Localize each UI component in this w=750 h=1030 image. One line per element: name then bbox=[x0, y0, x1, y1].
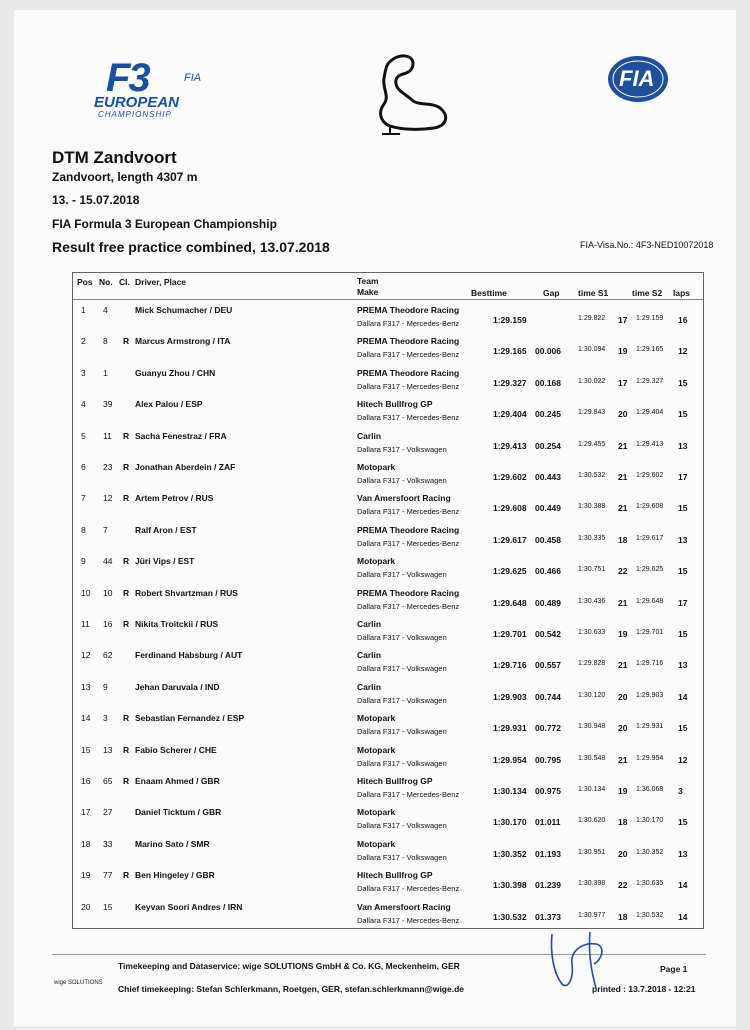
header-pos: Pos bbox=[77, 277, 93, 287]
header-besttime: Besttime bbox=[471, 288, 507, 298]
printed-timestamp: printed : 13.7.2018 - 12:21 bbox=[592, 984, 696, 994]
time-s2-cell: 1:29.716 bbox=[636, 660, 664, 668]
time-s1-cell: 1:30.548 bbox=[578, 754, 606, 762]
driver-cell: Guanyu Zhou / CHN bbox=[135, 367, 216, 378]
no-cell: 65 bbox=[103, 776, 113, 786]
pos-cell: 18 bbox=[81, 838, 91, 849]
besttime-cell: 1:29.648 bbox=[493, 597, 527, 608]
class-cell: R bbox=[123, 870, 130, 881]
make-cell: Dallara F317 - Volkswagen bbox=[357, 727, 447, 737]
laps-s2-cell: 15 bbox=[678, 566, 688, 577]
laps-s1-cell: 20 bbox=[618, 723, 628, 734]
team-cell: Motopark bbox=[357, 838, 396, 849]
table-row bbox=[73, 648, 703, 679]
event-title: DTM Zandvoort bbox=[52, 148, 177, 167]
table-row bbox=[73, 805, 703, 836]
header-time-s1: time S1 bbox=[578, 288, 609, 298]
besttime-cell: 1:30.398 bbox=[493, 880, 527, 891]
driver-cell: Marino Sato / SMR bbox=[135, 838, 210, 849]
pos-cell: 12 bbox=[81, 650, 91, 661]
result-title: Result free practice combined, 13.07.2018 bbox=[52, 239, 330, 255]
team-cell: Van Amersfoort Racing bbox=[357, 901, 451, 912]
besttime-cell: 1:29.701 bbox=[493, 629, 527, 639]
make-cell: Dallara F317 - Volkswagen bbox=[357, 476, 447, 485]
team-cell: Motopark bbox=[357, 556, 396, 567]
pos-cell: 20 bbox=[81, 901, 91, 912]
time-s1-cell: 1:30.532 bbox=[578, 472, 606, 479]
no-cell: 3 bbox=[103, 713, 108, 724]
header-driver: Driver, Place bbox=[135, 277, 187, 287]
team-cell: PREMA Theodore Racing bbox=[357, 336, 460, 347]
laps-s2-cell: 15 bbox=[678, 817, 688, 828]
table-row bbox=[73, 429, 703, 460]
gap-cell: 00.489 bbox=[535, 597, 561, 608]
driver-cell: Mick Schumacher / DEU bbox=[135, 305, 233, 315]
make-cell: Dallara F317 - Mercedes-Benz bbox=[357, 413, 460, 423]
gap-cell: 00.458 bbox=[535, 534, 561, 545]
table-row bbox=[73, 460, 703, 491]
make-cell: Dallara F317 - Volkswagen bbox=[357, 695, 447, 705]
make-cell: Dallara F317 - Mercedes-Benz bbox=[357, 538, 460, 548]
time-s1-cell: 1:30.388 bbox=[578, 503, 606, 511]
wige-logo: wige SOLUTIONS bbox=[54, 980, 103, 986]
laps-s1-cell: 18 bbox=[618, 817, 628, 828]
table-row bbox=[73, 554, 703, 585]
no-cell: 44 bbox=[103, 556, 113, 567]
time-s1-cell: 1:30.022 bbox=[578, 377, 606, 385]
header-gap: Gap bbox=[543, 288, 560, 298]
gap-cell: 00.557 bbox=[535, 660, 561, 671]
laps-s1-cell: 21 bbox=[618, 597, 628, 608]
laps-s2-cell: 14 bbox=[678, 691, 688, 702]
besttime-cell: 1:29.602 bbox=[493, 472, 527, 482]
time-s2-cell: 1:29.602 bbox=[636, 472, 664, 479]
time-s1-cell: 1:29.455 bbox=[578, 440, 606, 448]
time-s2-cell: 1:30.352 bbox=[636, 848, 664, 856]
results-sheet bbox=[14, 10, 736, 1026]
time-s1-cell: 1:30.398 bbox=[578, 880, 606, 888]
time-s2-cell: 1:29.159 bbox=[636, 315, 664, 322]
besttime-cell: 1:29.617 bbox=[493, 534, 527, 545]
team-cell: Carlin bbox=[357, 430, 382, 441]
laps-s2-cell: 17 bbox=[678, 597, 688, 608]
circuit-info: Zandvoort, length 4307 m bbox=[52, 170, 198, 184]
laps-s2-cell: 14 bbox=[678, 880, 688, 891]
make-cell: Dallara F317 - Volkswagen bbox=[357, 664, 447, 674]
class-cell: R bbox=[123, 336, 130, 347]
circuit-map-icon bbox=[372, 50, 462, 142]
gap-cell: 00.795 bbox=[535, 754, 561, 765]
gap-cell: 00.542 bbox=[535, 629, 561, 639]
class-cell: R bbox=[123, 556, 130, 567]
gap-cell: 00.254 bbox=[535, 440, 561, 451]
time-s2-cell: 1:29.954 bbox=[636, 754, 664, 762]
time-s1-cell: 1:30.620 bbox=[578, 817, 606, 825]
time-s1-cell: 1:30.751 bbox=[578, 566, 606, 574]
signature-icon bbox=[544, 924, 614, 992]
team-cell: Motopark bbox=[357, 807, 396, 818]
driver-cell: Enaam Ahmed / GBR bbox=[135, 776, 220, 786]
driver-cell: Fabio Scherer / CHE bbox=[135, 744, 217, 755]
team-cell: Hitech Bullfrog GP bbox=[357, 870, 433, 881]
driver-cell: Marcus Armstrong / ITA bbox=[135, 336, 231, 347]
make-cell: Dallara F317 - Volkswagen bbox=[357, 758, 447, 768]
page-number: Page 1 bbox=[660, 964, 688, 974]
laps-s2-cell: 13 bbox=[678, 534, 688, 545]
driver-cell: Ralf Aron / EST bbox=[135, 524, 197, 535]
no-cell: 8 bbox=[103, 336, 108, 347]
pos-cell: 8 bbox=[81, 524, 86, 535]
time-s1-cell: 1:30.436 bbox=[578, 597, 606, 605]
make-cell: Dallara F317 - Mercedes-Benz bbox=[357, 381, 460, 391]
team-cell: PREMA Theodore Racing bbox=[357, 524, 460, 535]
class-cell: R bbox=[123, 462, 130, 472]
besttime-cell: 1:29.954 bbox=[493, 754, 527, 765]
gap-cell: 00.449 bbox=[535, 503, 561, 514]
gap-cell: 00.466 bbox=[535, 566, 561, 577]
no-cell: 23 bbox=[103, 462, 113, 472]
gap-cell: 01.193 bbox=[535, 848, 561, 859]
gap-cell: 00.975 bbox=[535, 786, 561, 796]
time-s1-cell: 1:30.948 bbox=[578, 723, 606, 731]
driver-cell: Alex Palou / ESP bbox=[135, 399, 203, 410]
driver-cell: Sebastian Fernandez / ESP bbox=[135, 713, 245, 724]
laps-s2-cell: 15 bbox=[678, 629, 688, 639]
time-s2-cell: 1:29.648 bbox=[636, 597, 664, 605]
no-cell: 11 bbox=[103, 430, 112, 441]
gap-cell: 01.011 bbox=[535, 817, 561, 828]
make-cell: Dallara F317 - Volkswagen bbox=[357, 570, 447, 580]
team-cell: Hitech Bullfrog GP bbox=[357, 399, 433, 410]
team-cell: Carlin bbox=[357, 681, 382, 692]
laps-s2-cell: 15 bbox=[678, 409, 688, 420]
laps-s1-cell: 21 bbox=[618, 660, 628, 671]
team-cell: Motopark bbox=[357, 462, 396, 472]
no-cell: 7 bbox=[103, 524, 108, 535]
driver-cell: Robert Shvartzman / RUS bbox=[135, 587, 238, 598]
event-dates: 13. - 15.07.2018 bbox=[52, 193, 140, 207]
fia-logo: FIA bbox=[606, 54, 670, 104]
time-s2-cell: 1:36.068 bbox=[636, 786, 664, 793]
laps-s2-cell: 16 bbox=[678, 315, 688, 325]
besttime-cell: 1:29.608 bbox=[493, 503, 527, 514]
gap-cell: 00.443 bbox=[535, 472, 561, 482]
driver-cell: Jonathan Aberdein / ZAF bbox=[135, 462, 236, 472]
no-cell: 62 bbox=[103, 650, 113, 661]
besttime-cell: 1:30.170 bbox=[493, 817, 527, 828]
driver-cell: Ferdinand Habsburg / AUT bbox=[135, 650, 243, 661]
laps-s1-cell: 20 bbox=[618, 691, 628, 702]
driver-cell: Nikita Troitckii / RUS bbox=[135, 619, 219, 629]
header-no: No. bbox=[99, 277, 113, 287]
besttime-cell: 1:29.903 bbox=[493, 691, 527, 702]
time-s1-cell: 1:30.335 bbox=[578, 534, 606, 542]
laps-s1-cell: 19 bbox=[618, 786, 628, 796]
make-cell: Dallara F317 - Mercedes-Benz bbox=[357, 350, 460, 360]
f3-european-championship-logo: F3 FIA EUROPEAN CHAMPIONSHIP bbox=[94, 56, 202, 119]
no-cell: 9 bbox=[103, 681, 108, 692]
class-cell: R bbox=[123, 430, 130, 441]
time-s1-cell: 1:29.822 bbox=[578, 315, 606, 322]
table-row bbox=[73, 334, 703, 365]
time-s2-cell: 1:29.608 bbox=[636, 503, 664, 511]
gap-cell: 00.006 bbox=[535, 346, 561, 357]
pos-cell: 15 bbox=[81, 744, 91, 755]
laps-s2-cell: 3 bbox=[678, 786, 683, 796]
pos-cell: 1 bbox=[81, 305, 86, 315]
table-row bbox=[73, 837, 703, 868]
make-cell: Dallara F317 - Mercedes-Benz bbox=[357, 884, 460, 894]
class-cell: R bbox=[123, 713, 130, 724]
driver-cell: Jüri Vips / EST bbox=[135, 556, 195, 567]
time-s2-cell: 1:29.617 bbox=[636, 534, 664, 542]
make-cell: Dallara F317 - Mercedes-Benz bbox=[357, 507, 460, 517]
no-cell: 13 bbox=[103, 744, 113, 755]
time-s2-cell: 1:30.170 bbox=[636, 817, 664, 825]
header-time-s2: time S2 bbox=[632, 288, 663, 298]
table-row bbox=[73, 491, 703, 522]
driver-cell: Sacha Fenestraz / FRA bbox=[135, 430, 227, 441]
besttime-cell: 1:29.625 bbox=[493, 566, 527, 577]
table-row bbox=[73, 711, 703, 742]
no-cell: 15 bbox=[103, 901, 113, 912]
laps-s2-cell: 13 bbox=[678, 848, 688, 859]
pos-cell: 13 bbox=[81, 681, 91, 692]
gap-cell: 01.373 bbox=[535, 911, 561, 922]
make-cell: Dallara F317 - Volkswagen bbox=[357, 852, 447, 862]
make-cell: Dallara F317 - Volkswagen bbox=[357, 633, 447, 642]
time-s2-cell: 1:29.625 bbox=[636, 566, 664, 574]
time-s1-cell: 1:30.134 bbox=[578, 786, 606, 793]
class-cell: R bbox=[123, 587, 130, 598]
team-cell: PREMA Theodore Racing bbox=[357, 587, 460, 598]
table-row bbox=[73, 303, 703, 334]
pos-cell: 2 bbox=[81, 336, 86, 347]
table-row bbox=[73, 868, 703, 899]
laps-s2-cell: 17 bbox=[678, 472, 688, 482]
laps-s1-cell: 19 bbox=[618, 629, 628, 639]
besttime-cell: 1:29.716 bbox=[493, 660, 527, 671]
time-s2-cell: 1:29.327 bbox=[636, 377, 664, 385]
results-table bbox=[72, 272, 704, 929]
class-cell: R bbox=[123, 744, 130, 755]
besttime-cell: 1:29.159 bbox=[493, 315, 527, 325]
pos-cell: 17 bbox=[81, 807, 91, 818]
time-s2-cell: 1:29.413 bbox=[636, 440, 664, 448]
laps-s1-cell: 21 bbox=[618, 472, 628, 482]
laps-s1-cell: 22 bbox=[618, 880, 628, 891]
make-cell: Dallara F317 - Volkswagen bbox=[357, 444, 447, 454]
laps-s2-cell: 15 bbox=[678, 723, 688, 734]
make-cell: Dallara F317 - Volkswagen bbox=[357, 821, 447, 831]
chief-timekeeping: Chief timekeeping: Stefan Schlerkmann, Roetgen, GER, stefan.schlerkmann@wige.de bbox=[118, 984, 465, 994]
laps-s1-cell: 22 bbox=[618, 566, 628, 577]
team-cell: Carlin bbox=[357, 619, 382, 629]
besttime-cell: 1:30.134 bbox=[493, 786, 527, 796]
team-cell: Van Amersfoort Racing bbox=[357, 493, 451, 504]
pos-cell: 9 bbox=[81, 556, 86, 567]
make-cell: Dallara F317 - Mercedes-Benz bbox=[357, 319, 460, 328]
driver-cell: Keyvan Soori Andres / IRN bbox=[135, 901, 243, 912]
make-cell: Dallara F317 - Mercedes-Benz bbox=[357, 790, 460, 799]
time-s2-cell: 1:29.404 bbox=[636, 409, 664, 417]
laps-s1-cell: 21 bbox=[618, 754, 628, 765]
no-cell: 1 bbox=[103, 367, 108, 378]
time-s2-cell: 1:29.931 bbox=[636, 723, 664, 731]
laps-s2-cell: 12 bbox=[678, 346, 688, 357]
laps-s1-cell: 20 bbox=[618, 848, 628, 859]
driver-cell: Ben Hingeley / GBR bbox=[135, 870, 215, 881]
time-s2-cell: 1:29.165 bbox=[636, 346, 664, 354]
time-s2-cell: 1:29.701 bbox=[636, 629, 664, 636]
header-make: Make bbox=[357, 287, 379, 297]
gap-cell: 00.744 bbox=[535, 691, 561, 702]
gap-cell: 00.772 bbox=[535, 723, 561, 734]
time-s1-cell: 1:29.828 bbox=[578, 660, 606, 668]
table-row bbox=[73, 743, 703, 774]
driver-cell: Jehan Daruvala / IND bbox=[135, 681, 220, 692]
team-cell: Motopark bbox=[357, 713, 396, 724]
fia-visa: FIA-Visa.No.: 4F3-NED10072018 bbox=[580, 240, 714, 250]
laps-s1-cell: 17 bbox=[618, 315, 628, 325]
pos-cell: 7 bbox=[81, 493, 86, 504]
no-cell: 27 bbox=[103, 807, 113, 818]
pos-cell: 11 bbox=[81, 619, 90, 629]
besttime-cell: 1:30.352 bbox=[493, 848, 527, 859]
besttime-cell: 1:29.931 bbox=[493, 723, 527, 734]
table-row bbox=[73, 586, 703, 617]
driver-cell: Artem Petrov / RUS bbox=[135, 493, 214, 504]
no-cell: 16 bbox=[103, 619, 113, 629]
timekeeping-info: Timekeeping and Dataservice: wige SOLUTIONS GmbH & Co. KG, Meckenheim, GER bbox=[118, 961, 460, 971]
laps-s1-cell: 21 bbox=[618, 440, 628, 451]
laps-s2-cell: 15 bbox=[678, 377, 688, 388]
class-cell: R bbox=[123, 776, 130, 786]
table-row bbox=[73, 366, 703, 397]
no-cell: 39 bbox=[103, 399, 113, 410]
team-cell: Motopark bbox=[357, 744, 396, 755]
pos-cell: 5 bbox=[81, 430, 86, 441]
time-s1-cell: 1:30.977 bbox=[578, 911, 606, 919]
besttime-cell: 1:29.404 bbox=[493, 409, 527, 420]
team-cell: PREMA Theodore Racing bbox=[357, 305, 460, 315]
laps-s1-cell: 19 bbox=[618, 346, 628, 357]
laps-s1-cell: 18 bbox=[618, 534, 628, 545]
table-row bbox=[73, 523, 703, 554]
time-s1-cell: 1:30.094 bbox=[578, 346, 606, 354]
class-cell: R bbox=[123, 493, 130, 504]
no-cell: 10 bbox=[103, 587, 113, 598]
table-row bbox=[73, 774, 703, 805]
make-cell: Dallara F317 - Mercedes-Benz bbox=[357, 915, 460, 925]
laps-s1-cell: 18 bbox=[618, 911, 628, 922]
no-cell: 33 bbox=[103, 838, 113, 849]
gap-cell: 00.245 bbox=[535, 409, 561, 420]
pos-cell: 4 bbox=[81, 399, 86, 410]
team-cell: Hitech Bullfrog GP bbox=[357, 776, 433, 786]
time-s2-cell: 1:30.532 bbox=[636, 911, 664, 919]
laps-s1-cell: 20 bbox=[618, 409, 628, 420]
header-team: Team bbox=[357, 276, 379, 286]
class-cell: R bbox=[123, 619, 130, 629]
time-s2-cell: 1:29.903 bbox=[636, 691, 664, 699]
pos-cell: 16 bbox=[81, 776, 91, 786]
driver-cell: Daniel Ticktum / GBR bbox=[135, 807, 222, 818]
laps-s2-cell: 12 bbox=[678, 754, 688, 765]
table-row bbox=[73, 397, 703, 428]
championship-name: FIA Formula 3 European Championship bbox=[52, 217, 277, 231]
laps-s2-cell: 13 bbox=[678, 660, 688, 671]
besttime-cell: 1:30.532 bbox=[493, 911, 527, 922]
pos-cell: 14 bbox=[81, 713, 91, 724]
besttime-cell: 1:29.165 bbox=[493, 346, 527, 357]
no-cell: 4 bbox=[103, 305, 108, 315]
time-s2-cell: 1:30.635 bbox=[636, 880, 664, 888]
laps-s2-cell: 14 bbox=[678, 911, 688, 922]
header-laps: laps bbox=[673, 288, 691, 298]
pos-cell: 3 bbox=[81, 367, 86, 378]
pos-cell: 6 bbox=[81, 462, 86, 472]
no-cell: 12 bbox=[103, 493, 113, 504]
time-s1-cell: 1:30.951 bbox=[578, 848, 606, 856]
pos-cell: 19 bbox=[81, 870, 91, 881]
make-cell: Dallara F317 - Mercedes-Benz bbox=[357, 601, 460, 611]
gap-cell: 01.239 bbox=[535, 880, 561, 891]
laps-s1-cell: 17 bbox=[618, 377, 628, 388]
team-cell: PREMA Theodore Racing bbox=[357, 367, 460, 378]
table-row bbox=[73, 680, 703, 711]
pos-cell: 10 bbox=[81, 587, 91, 598]
gap-cell: 00.168 bbox=[535, 377, 561, 388]
besttime-cell: 1:29.327 bbox=[493, 377, 527, 388]
time-s1-cell: 1:30.120 bbox=[578, 691, 606, 699]
header-divider bbox=[73, 299, 703, 300]
besttime-cell: 1:29.413 bbox=[493, 440, 527, 451]
table-row bbox=[73, 617, 703, 648]
laps-s2-cell: 15 bbox=[678, 503, 688, 514]
no-cell: 77 bbox=[103, 870, 113, 881]
laps-s2-cell: 13 bbox=[678, 440, 688, 451]
team-cell: Carlin bbox=[357, 650, 382, 661]
laps-s1-cell: 21 bbox=[618, 503, 628, 514]
time-s1-cell: 1:29.843 bbox=[578, 409, 606, 417]
time-s1-cell: 1:30.633 bbox=[578, 629, 606, 636]
header-cl: Cl. bbox=[119, 277, 130, 287]
